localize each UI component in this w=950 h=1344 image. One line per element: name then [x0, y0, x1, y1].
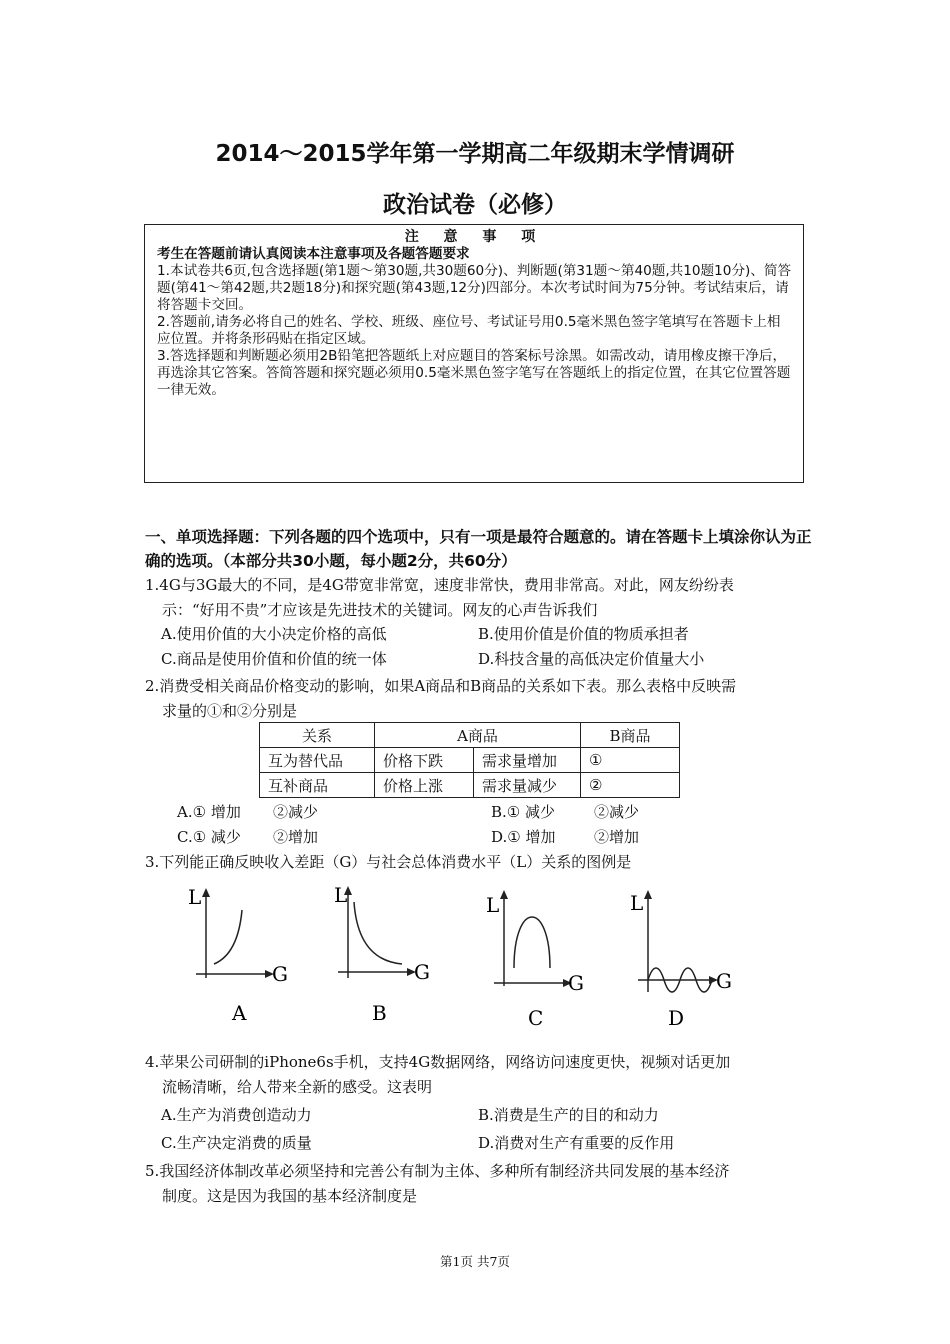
option-d-second: ②增加: [594, 828, 640, 846]
question-stem: 4.苹果公司研制的iPhone6s手机，支持4G数据网络，网络访问速度更快，视频对话更加: [145, 1053, 731, 1071]
question-stem: 流畅清晰，给人带来全新的感受。这表明: [162, 1078, 433, 1096]
axis-label-l: L: [630, 891, 644, 915]
table-cell: 需求量减少: [474, 773, 581, 798]
question-stem: 5.我国经济体制改革必须坚持和完善公有制为主体、多种所有制经济共同发展的基本经济: [145, 1162, 730, 1180]
axis-label-g: G: [414, 960, 430, 984]
graph-label: C: [528, 1006, 544, 1030]
option-b: B.消费是生产的目的和动力: [478, 1106, 659, 1124]
curve: [514, 917, 550, 968]
graph-a: [180, 880, 320, 1030]
graph-label: D: [668, 1006, 685, 1030]
table-header-cell: A商品: [375, 723, 581, 748]
notice-item: 1.本试卷共6页,包含选择题(第1题～第30题,共30题60分)、判断题(第31题～第40题,共10题10分)、简答题(第41～第42题,共2题18分)和探究题(第43题,12分)四部分。本次考试时间为75分钟。考试结束后，请将答题卡交回。: [157, 263, 792, 313]
axis-label-l: L: [334, 883, 348, 907]
arrow-icon: [202, 888, 210, 897]
table-cell: ②: [581, 773, 680, 798]
table-header-cell: 关系: [260, 723, 375, 748]
option-a-second: ②减少: [273, 803, 319, 821]
option-d: D.科技含量的高低决定价值量大小: [478, 650, 705, 668]
relation-table: [259, 722, 680, 798]
curve: [354, 902, 402, 964]
question-stem: 示：“好用不贵”才应该是先进技术的关键词。网友的心声告诉我们: [162, 601, 598, 619]
question-stem: 求量的①和②分别是: [162, 702, 298, 720]
axis-label-l: L: [486, 893, 500, 917]
page-title: 2014～2015学年第一学期高二年级期末学情调研: [215, 141, 735, 167]
option-b: B.使用价值是价值的物质承担者: [478, 625, 689, 643]
option-b: B.① 减少: [491, 803, 556, 821]
arrow-icon: [500, 890, 508, 899]
table-cell: 价格上涨: [375, 773, 474, 798]
option-c: C.生产决定消费的质量: [161, 1134, 312, 1152]
question-stem: 制度。这是因为我国的基本经济制度是: [162, 1187, 418, 1205]
axis-label-g: G: [568, 971, 584, 995]
graph-label: B: [372, 1001, 387, 1025]
question-stem: 2.消费受相关商品价格变动的影响，如果A商品和B商品的关系如下表。那么表格中反映需: [145, 677, 737, 695]
page-footer: 第1页 共7页: [440, 1254, 510, 1269]
section-heading: 一、单项选择题：下列各题的四个选项中，只有一项是最符合题意的。请在答题卡上填涂你认为正确的选项。（本部分共30小题，每小题2分，共60分）: [145, 528, 812, 570]
table-header-row: [260, 723, 680, 748]
option-a: A.生产为消费创造动力: [161, 1106, 312, 1124]
table-cell: 互为替代品: [260, 748, 375, 773]
notice-box: [144, 224, 804, 483]
graph-d: [620, 880, 760, 1035]
axis-label-g: G: [716, 969, 732, 993]
table-cell: 价格下跌: [375, 748, 474, 773]
page-subtitle: 政治试卷（必修）: [383, 192, 567, 218]
graph-b: [324, 880, 464, 1030]
question-4: [145, 1050, 825, 1100]
question-1: [145, 573, 825, 623]
option-d: D.① 增加: [491, 828, 556, 846]
notice-item: 2.答题前,请务必将自己的姓名、学校、班级、座位号、考试证号用0.5毫米黑色签字笔填写在答题卡上相应位置。并将条形码贴在指定区域。: [157, 314, 781, 347]
arrow-icon: [644, 890, 652, 899]
question-stem: 1.4G与3G最大的不同，是4G带宽非常宽，速度非常快，费用非常高。对此，网友纷纷表: [145, 576, 734, 594]
question-stem: 3.下列能正确反映收入差距（G）与社会总体消费水平（L）关系的图例是: [145, 853, 632, 871]
option-c-second: ②增加: [273, 828, 319, 846]
notice-subheading: 考生在答题前请认真阅读本注意事项及各题答题要求: [157, 246, 470, 262]
notice-heading: 注 意 事 项: [404, 229, 546, 245]
option-c: C.① 减少: [177, 828, 241, 846]
graph-label: A: [232, 1001, 247, 1025]
option-d: D.消费对生产有重要的反作用: [478, 1134, 675, 1152]
axis-label-g: G: [272, 962, 288, 986]
question-2: [145, 674, 825, 724]
option-b-second: ②减少: [594, 803, 640, 821]
axis-label-l: L: [188, 885, 202, 909]
question-3: [145, 850, 825, 875]
option-c: C.商品是使用价值和价值的统一体: [161, 650, 387, 668]
table-cell: 互补商品: [260, 773, 375, 798]
table-header-cell: B商品: [581, 723, 680, 748]
table-cell: ①: [581, 748, 680, 773]
table-row: [260, 773, 680, 798]
option-a: A.使用价值的大小决定价格的高低: [161, 625, 387, 643]
notice-item: 3.答选择题和判断题必须用2B铅笔把答题纸上对应题目的答案标号涂黑。如需改动，请用橡皮擦干净后，再选涂其它答案。答简答题和探究题必须用0.5毫米黑色签字笔写在答题纸上的指定位置，在其它位置答题一律无效。: [157, 348, 791, 398]
option-a: A.① 增加: [177, 803, 241, 821]
curve: [214, 910, 242, 964]
question-5: [145, 1159, 825, 1209]
table-cell: 需求量增加: [474, 748, 581, 773]
table-row: [260, 748, 680, 773]
graph-c: [476, 880, 616, 1035]
